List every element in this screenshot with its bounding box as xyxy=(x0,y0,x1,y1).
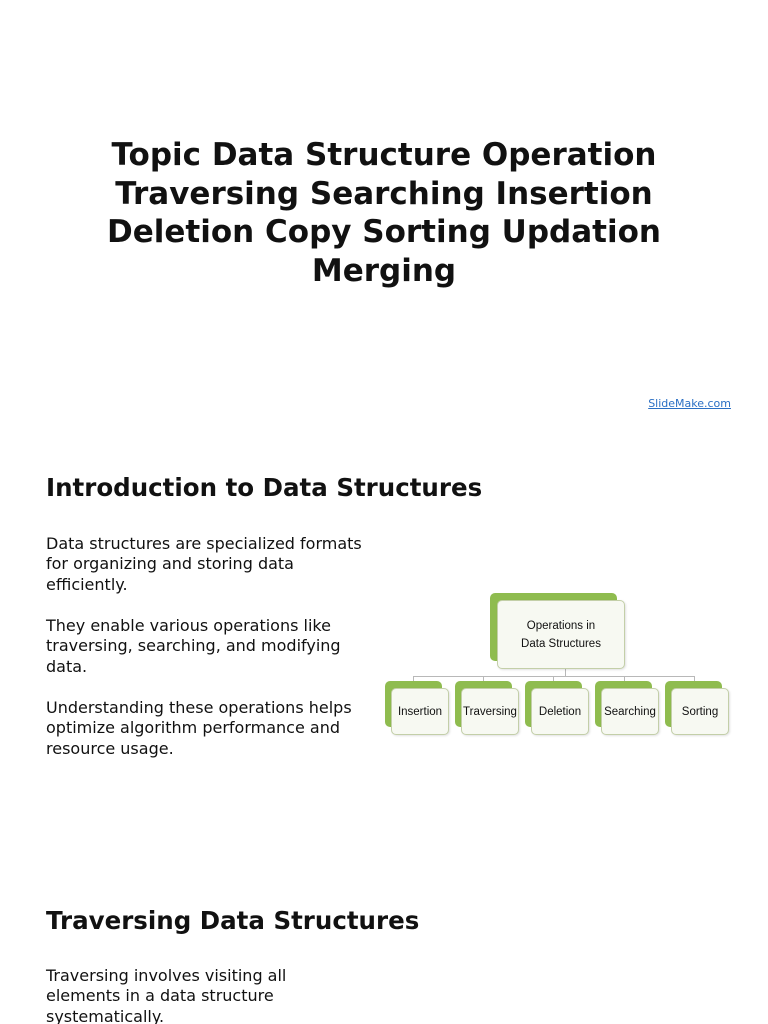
diagram-child-label: Sorting xyxy=(681,705,719,718)
diagram-child-deletion xyxy=(525,681,589,735)
diagram-child-label: Deletion xyxy=(538,705,582,718)
diagram-child-label: Traversing xyxy=(463,705,517,718)
diagram-child-box xyxy=(601,688,659,735)
slidemake-link[interactable]: SlideMake.com xyxy=(648,397,731,410)
diagram-child-box xyxy=(461,688,519,735)
diagram-child-insertion xyxy=(385,681,449,735)
diagram-root-label-line1: Operations in xyxy=(526,619,596,632)
intro-paragraph-1: Data structures are specialized formats for organizing and storing data efficiently. xyxy=(46,534,362,594)
diagram-child-traversing xyxy=(455,681,519,735)
intro-paragraph-3: Understanding these operations helps optimize algorithm performance and resource usage. xyxy=(46,698,352,758)
diagram-connector-bar xyxy=(413,676,695,677)
diagram-child-label: Insertion xyxy=(397,705,443,718)
diagram-child-sorting xyxy=(665,681,729,735)
intro-paragraph-2: They enable various operations like traversing, searching, and modifying data. xyxy=(46,616,341,676)
traversing-paragraph-1: Traversing involves visiting all elements in a data structure systematically. xyxy=(46,966,287,1024)
diagram-child-box xyxy=(671,688,729,735)
diagram-child-box xyxy=(531,688,589,735)
traversing-heading: Traversing Data Structures xyxy=(46,906,420,935)
diagram-child-searching xyxy=(595,681,659,735)
operations-diagram xyxy=(380,588,740,748)
diagram-child-box xyxy=(391,688,449,735)
diagram-root-node xyxy=(490,593,626,670)
diagram-root-box xyxy=(497,600,625,669)
page-title: Topic Data Structure Operation Traversing Searching Insertion Deletion Copy Sorting Updation Merging xyxy=(107,137,661,289)
intro-heading: Introduction to Data Structures xyxy=(46,473,483,502)
diagram-root-label-line2: Data Structures xyxy=(521,637,601,650)
diagram-child-label: Searching xyxy=(604,705,656,718)
